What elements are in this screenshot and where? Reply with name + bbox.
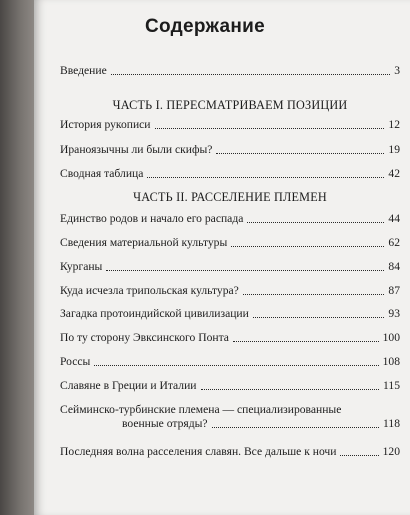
toc-entry-label: Куда исчезла трипольская культура? <box>60 284 239 297</box>
leader-dots <box>340 455 378 456</box>
toc-entry-page: 108 <box>382 355 400 368</box>
toc-entry-label: Последняя волна расселения славян. Все дальше к ночи <box>60 445 337 458</box>
toc-entry-clan-unity <box>60 212 400 226</box>
leader-dots <box>106 270 384 271</box>
section-heading-part-1: ЧАСТЬ I. ПЕРЕСМАТРИВАЕМ ПОЗИЦИИ <box>112 98 348 112</box>
toc-entry-material-culture <box>60 236 400 250</box>
toc-entry-label: Сводная таблица <box>60 167 144 180</box>
section-heading-part-2: ЧАСТЬ II. РАССЕЛЕНИЕ ПЛЕМЕН <box>133 190 327 204</box>
toc-entry-page: 44 <box>388 212 400 225</box>
leader-dots <box>233 341 379 342</box>
toc-entry-page: 19 <box>388 143 400 156</box>
toc-entry-page: 3 <box>394 64 400 77</box>
toc-entry-page: 93 <box>388 307 400 320</box>
toc-entry-trypillia <box>60 284 400 298</box>
book-binding-shadow <box>0 0 34 515</box>
toc-entry-label: Введение <box>60 64 107 77</box>
toc-entry-scythians <box>60 143 400 157</box>
toc-entry-label: Курганы <box>60 260 103 273</box>
leader-dots <box>94 365 378 366</box>
toc-entry-label: История рукописи <box>60 118 151 131</box>
leader-dots <box>216 153 384 154</box>
toc-entry-label: Сведения материальной культуры <box>60 236 228 249</box>
toc-entry-page: 100 <box>382 331 400 344</box>
toc-entry-label-line2: военные отряды? <box>122 417 208 430</box>
toc-entry-label: Ираноязычны ли были скифы? <box>60 143 213 156</box>
toc-entry-summary-table <box>60 167 400 181</box>
toc-entry-label: Загадка протоиндийской цивилизации <box>60 307 249 320</box>
toc-entry-slavs-greece-italy <box>60 379 400 393</box>
leader-dots <box>212 427 379 428</box>
leader-dots <box>253 317 385 318</box>
toc-entry-page: 87 <box>388 284 400 297</box>
toc-entry-label: По ту сторону Эвксинского Понта <box>60 331 229 344</box>
toc-entry-page: 115 <box>383 379 400 392</box>
toc-entry-page: 84 <box>388 260 400 273</box>
leader-dots <box>231 246 384 247</box>
toc-entry-page: 12 <box>388 118 400 131</box>
toc-entry-proto-indian <box>60 307 400 321</box>
leader-dots <box>201 389 380 390</box>
toc-entry-kurgans <box>60 260 400 274</box>
toc-title: Содержание <box>144 16 266 37</box>
toc-entry-label: Славяне в Греции и Италии <box>60 379 197 392</box>
toc-entry-label-line1: Сейминско-турбинские племена — специализированные <box>60 403 342 416</box>
toc-entry-seima-turbino <box>60 403 400 431</box>
toc-entry-rosses <box>60 355 400 369</box>
toc-entry-page: 118 <box>383 417 400 430</box>
toc-entry-second-line <box>60 417 400 431</box>
toc-entry-euxine-pontus <box>60 331 400 345</box>
toc-entry-manuscript-history <box>60 118 400 132</box>
toc-entry-label: Россы <box>60 355 91 368</box>
toc-entry-page: 42 <box>388 167 400 180</box>
leader-dots <box>243 294 385 295</box>
toc-entry-page: 120 <box>382 445 400 458</box>
toc-entry-introduction <box>60 64 400 78</box>
leader-dots <box>147 177 384 178</box>
leader-dots <box>247 222 384 223</box>
toc-entry-page: 62 <box>388 236 400 249</box>
leader-dots <box>155 128 385 129</box>
leader-dots <box>111 74 390 75</box>
toc-entry-last-wave <box>60 445 400 459</box>
toc-entry-label: Единство родов и начало его распада <box>60 212 244 225</box>
